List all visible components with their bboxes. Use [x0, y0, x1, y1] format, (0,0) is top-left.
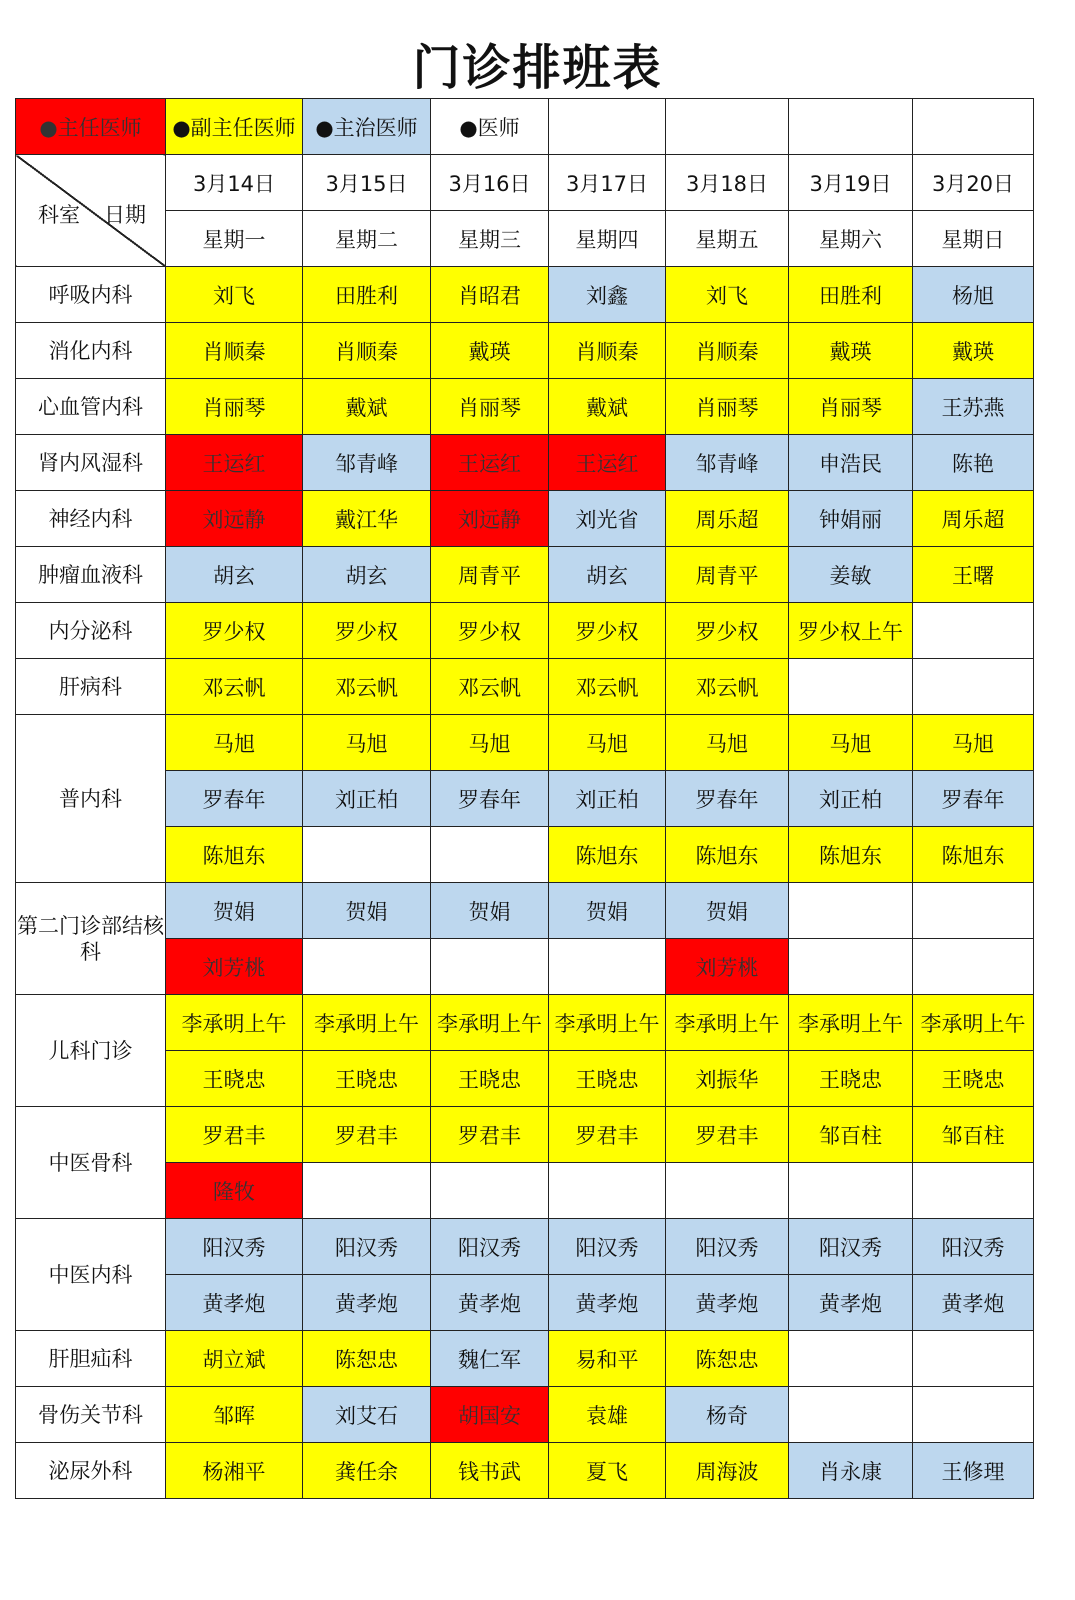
empty-cell — [789, 939, 913, 995]
schedule-row — [16, 715, 1034, 771]
weekday-row — [16, 211, 1034, 267]
doctor-cell: 刘芳桃 — [666, 939, 789, 995]
schedule-row — [16, 939, 1034, 995]
doctor-cell: 罗少权 — [666, 603, 789, 659]
empty-cell — [913, 99, 1034, 155]
doctor-cell: 王晓忠 — [549, 1051, 666, 1107]
department-name: 内分泌科 — [16, 603, 166, 659]
doctor-cell: 田胜利 — [789, 267, 913, 323]
doctor-cell: 肖丽琴 — [789, 379, 913, 435]
schedule-row — [16, 659, 1034, 715]
doctor-cell: 李承明上午 — [666, 995, 789, 1051]
weekday-header: 星期四 — [549, 211, 666, 267]
doctor-cell: 阳汉秀 — [303, 1219, 431, 1275]
doctor-cell: 刘振华 — [666, 1051, 789, 1107]
date-row — [16, 155, 1034, 211]
date-header: 3月18日 — [666, 155, 789, 211]
empty-cell — [789, 883, 913, 939]
doctor-cell: 刘正柏 — [303, 771, 431, 827]
doctor-cell: 王晓忠 — [166, 1051, 303, 1107]
doctor-cell: 陈旭东 — [666, 827, 789, 883]
weekday-header: 星期二 — [303, 211, 431, 267]
doctor-cell: 罗少权 — [303, 603, 431, 659]
doctor-cell: 罗君丰 — [303, 1107, 431, 1163]
doctor-cell: 阳汉秀 — [166, 1219, 303, 1275]
legend-associate-chief-physician: ●副主任医师 — [166, 99, 303, 155]
doctor-cell: 邹百柱 — [913, 1107, 1034, 1163]
doctor-cell: 戴江华 — [303, 491, 431, 547]
doctor-cell: 贺娟 — [549, 883, 666, 939]
doctor-cell: 肖顺秦 — [303, 323, 431, 379]
page-title: 门诊排班表 — [412, 40, 663, 96]
doctor-cell: 阳汉秀 — [913, 1219, 1034, 1275]
department-name: 泌尿外科 — [16, 1443, 166, 1499]
doctor-cell: 刘鑫 — [549, 267, 666, 323]
schedule-row — [16, 267, 1034, 323]
doctor-cell: 胡玄 — [166, 547, 303, 603]
empty-cell — [303, 1163, 431, 1219]
department-name: 儿科门诊 — [16, 995, 166, 1107]
doctor-cell: 罗春年 — [913, 771, 1034, 827]
empty-cell — [431, 939, 549, 995]
doctor-cell: 陈旭东 — [549, 827, 666, 883]
doctor-cell: 刘光省 — [549, 491, 666, 547]
doctor-cell: 刘正柏 — [789, 771, 913, 827]
doctor-cell: 戴斌 — [549, 379, 666, 435]
doctor-cell: 胡国安 — [431, 1387, 549, 1443]
doctor-cell: 刘正柏 — [549, 771, 666, 827]
doctor-cell: 邓云帆 — [303, 659, 431, 715]
doctor-cell: 王运红 — [166, 435, 303, 491]
corner-header — [16, 155, 166, 267]
doctor-cell: 马旭 — [913, 715, 1034, 771]
empty-cell — [913, 1331, 1034, 1387]
doctor-cell: 陈恕忠 — [303, 1331, 431, 1387]
doctor-cell: 戴瑛 — [431, 323, 549, 379]
empty-cell — [431, 1163, 549, 1219]
doctor-cell: 马旭 — [303, 715, 431, 771]
doctor-cell: 肖丽琴 — [166, 379, 303, 435]
empty-cell — [913, 659, 1034, 715]
date-header: 3月16日 — [431, 155, 549, 211]
doctor-cell: 罗少权 — [431, 603, 549, 659]
doctor-cell: 杨奇 — [666, 1387, 789, 1443]
date-header: 3月14日 — [166, 155, 303, 211]
empty-cell — [303, 827, 431, 883]
doctor-cell: 马旭 — [666, 715, 789, 771]
doctor-cell: 杨旭 — [913, 267, 1034, 323]
doctor-cell: 胡玄 — [303, 547, 431, 603]
doctor-cell: 申浩民 — [789, 435, 913, 491]
legend-attending-physician: ●主治医师 — [303, 99, 431, 155]
doctor-cell: 罗君丰 — [549, 1107, 666, 1163]
weekday-header: 星期三 — [431, 211, 549, 267]
department-name: 消化内科 — [16, 323, 166, 379]
doctor-cell: 陈恕忠 — [666, 1331, 789, 1387]
doctor-cell: 肖昭君 — [431, 267, 549, 323]
doctor-cell: 邓云帆 — [549, 659, 666, 715]
doctor-cell: 袁雄 — [549, 1387, 666, 1443]
empty-cell — [789, 659, 913, 715]
doctor-cell: 周海波 — [666, 1443, 789, 1499]
doctor-cell: 刘艾石 — [303, 1387, 431, 1443]
doctor-cell: 邹百柱 — [789, 1107, 913, 1163]
department-name: 骨伤关节科 — [16, 1387, 166, 1443]
doctor-cell: 周乐超 — [913, 491, 1034, 547]
schedule-row — [16, 491, 1034, 547]
department-name: 中医骨科 — [16, 1107, 166, 1219]
doctor-cell: 隆牧 — [166, 1163, 303, 1219]
empty-cell — [789, 1331, 913, 1387]
weekday-header: 星期一 — [166, 211, 303, 267]
doctor-cell: 黄孝炮 — [913, 1275, 1034, 1331]
doctor-cell: 贺娟 — [431, 883, 549, 939]
doctor-cell: 刘远静 — [166, 491, 303, 547]
doctor-cell: 杨湘平 — [166, 1443, 303, 1499]
doctor-cell: 马旭 — [789, 715, 913, 771]
department-name: 普内科 — [16, 715, 166, 883]
doctor-cell: 王曙 — [913, 547, 1034, 603]
doctor-cell: 黄孝炮 — [303, 1275, 431, 1331]
empty-cell — [789, 99, 913, 155]
department-name: 肝胆疝科 — [16, 1331, 166, 1387]
empty-cell — [913, 883, 1034, 939]
doctor-cell: 罗春年 — [166, 771, 303, 827]
doctor-cell: 阳汉秀 — [789, 1219, 913, 1275]
empty-cell — [549, 939, 666, 995]
schedule-table — [15, 98, 1034, 1499]
weekday-header: 星期五 — [666, 211, 789, 267]
empty-cell — [666, 1163, 789, 1219]
doctor-cell: 李承明上午 — [789, 995, 913, 1051]
empty-cell — [789, 1163, 913, 1219]
doctor-cell: 邓云帆 — [431, 659, 549, 715]
empty-cell — [913, 1163, 1034, 1219]
department-name: 中医内科 — [16, 1219, 166, 1331]
doctor-cell: 邹青峰 — [303, 435, 431, 491]
department-name: 第二门诊部结核科 — [16, 883, 166, 995]
doctor-cell: 阳汉秀 — [431, 1219, 549, 1275]
doctor-cell: 龚任余 — [303, 1443, 431, 1499]
doctor-cell: 肖顺秦 — [666, 323, 789, 379]
doctor-cell: 田胜利 — [303, 267, 431, 323]
weekday-header: 星期六 — [789, 211, 913, 267]
schedule-row — [16, 1443, 1034, 1499]
date-header: 3月20日 — [913, 155, 1034, 211]
schedule-row — [16, 435, 1034, 491]
doctor-cell: 黄孝炮 — [666, 1275, 789, 1331]
doctor-cell: 魏仁军 — [431, 1331, 549, 1387]
doctor-cell: 邓云帆 — [166, 659, 303, 715]
empty-cell — [549, 1163, 666, 1219]
schedule-row — [16, 883, 1034, 939]
schedule-row — [16, 1275, 1034, 1331]
doctor-cell: 马旭 — [166, 715, 303, 771]
doctor-cell: 邓云帆 — [666, 659, 789, 715]
corner-dept-label: 科室 — [38, 203, 80, 227]
doctor-cell: 罗春年 — [666, 771, 789, 827]
date-header: 3月17日 — [549, 155, 666, 211]
schedule-row — [16, 771, 1034, 827]
doctor-cell: 阳汉秀 — [549, 1219, 666, 1275]
doctor-cell: 王苏燕 — [913, 379, 1034, 435]
doctor-cell: 阳汉秀 — [666, 1219, 789, 1275]
schedule-row — [16, 379, 1034, 435]
corner-date-label: 日期 — [104, 203, 146, 227]
doctor-cell: 夏飞 — [549, 1443, 666, 1499]
doctor-cell: 王修理 — [913, 1443, 1034, 1499]
doctor-cell: 罗少权上午 — [789, 603, 913, 659]
doctor-cell: 罗春年 — [431, 771, 549, 827]
doctor-cell: 陈旭东 — [789, 827, 913, 883]
doctor-cell: 肖顺秦 — [166, 323, 303, 379]
doctor-cell: 黄孝炮 — [549, 1275, 666, 1331]
doctor-cell: 肖丽琴 — [431, 379, 549, 435]
department-name: 肝病科 — [16, 659, 166, 715]
empty-cell — [431, 827, 549, 883]
doctor-cell: 周青平 — [666, 547, 789, 603]
doctor-cell: 肖永康 — [789, 1443, 913, 1499]
doctor-cell: 肖丽琴 — [666, 379, 789, 435]
doctor-cell: 钱书武 — [431, 1443, 549, 1499]
doctor-cell: 罗君丰 — [166, 1107, 303, 1163]
doctor-cell: 胡玄 — [549, 547, 666, 603]
doctor-cell: 邹青峰 — [666, 435, 789, 491]
doctor-cell: 王晓忠 — [431, 1051, 549, 1107]
doctor-cell: 贺娟 — [666, 883, 789, 939]
schedule-row — [16, 827, 1034, 883]
doctor-cell: 李承明上午 — [913, 995, 1034, 1051]
schedule-row — [16, 1331, 1034, 1387]
doctor-cell: 王运红 — [549, 435, 666, 491]
empty-cell — [913, 939, 1034, 995]
doctor-cell: 王晓忠 — [789, 1051, 913, 1107]
empty-cell — [549, 99, 666, 155]
department-name: 呼吸内科 — [16, 267, 166, 323]
doctor-cell: 肖顺秦 — [549, 323, 666, 379]
schedule-row — [16, 1107, 1034, 1163]
doctor-cell: 刘飞 — [166, 267, 303, 323]
doctor-cell: 贺娟 — [303, 883, 431, 939]
empty-cell — [913, 603, 1034, 659]
date-header: 3月19日 — [789, 155, 913, 211]
doctor-cell: 黄孝炮 — [431, 1275, 549, 1331]
doctor-cell: 戴瑛 — [913, 323, 1034, 379]
schedule-row — [16, 323, 1034, 379]
doctor-cell: 邹晖 — [166, 1387, 303, 1443]
schedule-row — [16, 1051, 1034, 1107]
doctor-cell: 姜敏 — [789, 547, 913, 603]
department-name: 心血管内科 — [16, 379, 166, 435]
doctor-cell: 刘远静 — [431, 491, 549, 547]
schedule-row — [16, 547, 1034, 603]
doctor-cell: 黄孝炮 — [789, 1275, 913, 1331]
legend-row — [16, 99, 1034, 155]
doctor-cell: 黄孝炮 — [166, 1275, 303, 1331]
weekday-header: 星期日 — [913, 211, 1034, 267]
doctor-cell: 王晓忠 — [913, 1051, 1034, 1107]
doctor-cell: 王运红 — [431, 435, 549, 491]
doctor-cell: 刘飞 — [666, 267, 789, 323]
doctor-cell: 陈旭东 — [913, 827, 1034, 883]
doctor-cell: 周乐超 — [666, 491, 789, 547]
doctor-cell: 陈旭东 — [166, 827, 303, 883]
doctor-cell: 戴瑛 — [789, 323, 913, 379]
doctor-cell: 罗少权 — [549, 603, 666, 659]
legend-chief-physician: ●主任医师 — [16, 99, 166, 155]
date-header: 3月15日 — [303, 155, 431, 211]
schedule-row — [16, 1163, 1034, 1219]
doctor-cell: 马旭 — [431, 715, 549, 771]
schedule-row — [16, 603, 1034, 659]
schedule-row — [16, 995, 1034, 1051]
empty-cell — [303, 939, 431, 995]
empty-cell — [913, 1387, 1034, 1443]
doctor-cell: 罗君丰 — [431, 1107, 549, 1163]
department-name: 肾内风湿科 — [16, 435, 166, 491]
doctor-cell: 李承明上午 — [303, 995, 431, 1051]
department-name: 神经内科 — [16, 491, 166, 547]
doctor-cell: 李承明上午 — [166, 995, 303, 1051]
doctor-cell: 罗少权 — [166, 603, 303, 659]
doctor-cell: 刘芳桃 — [166, 939, 303, 995]
doctor-cell: 罗君丰 — [666, 1107, 789, 1163]
empty-cell — [666, 99, 789, 155]
doctor-cell: 易和平 — [549, 1331, 666, 1387]
doctor-cell: 王晓忠 — [303, 1051, 431, 1107]
doctor-cell: 钟娟丽 — [789, 491, 913, 547]
doctor-cell: 马旭 — [549, 715, 666, 771]
doctor-cell: 胡立斌 — [166, 1331, 303, 1387]
department-name: 肿瘤血液科 — [16, 547, 166, 603]
schedule-row — [16, 1219, 1034, 1275]
doctor-cell: 戴斌 — [303, 379, 431, 435]
doctor-cell: 李承明上午 — [549, 995, 666, 1051]
doctor-cell: 贺娟 — [166, 883, 303, 939]
doctor-cell: 李承明上午 — [431, 995, 549, 1051]
doctor-cell: 陈艳 — [913, 435, 1034, 491]
doctor-cell: 周青平 — [431, 547, 549, 603]
empty-cell — [789, 1387, 913, 1443]
legend-physician: ●医师 — [431, 99, 549, 155]
schedule-row — [16, 1387, 1034, 1443]
